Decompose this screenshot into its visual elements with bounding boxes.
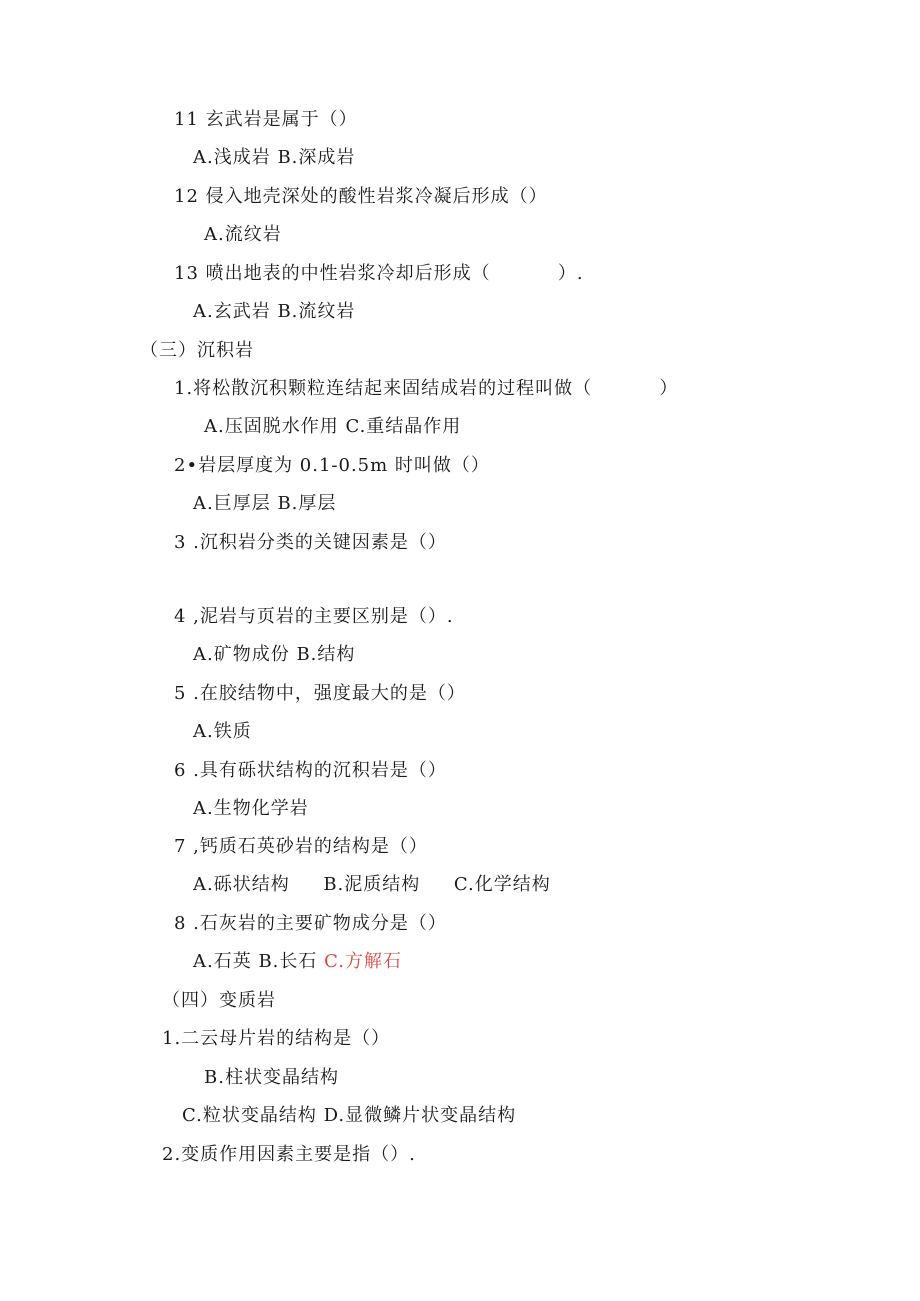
question-12: 12 侵入地壳深处的酸性岩浆冷凝后形成（） [174,186,548,207]
sed-question-6: 6 .具有砾状结构的沉积岩是（） [174,760,447,781]
sed-question-6-options: A.生物化学岩 [193,798,309,819]
sed-question-1-options: A.压固脱水作用 C.重结晶作用 [204,416,462,437]
question-11: 11 玄武岩是属于（） [174,109,358,130]
section-heading-sedimentary: （三）沉积岩 [140,340,254,361]
sed-question-7: 7 ,钙质石英砂岩的结构是（） [174,836,428,857]
sed-question-1: 1.将松散沉积颗粒连结起来固结成岩的过程叫做（ ） [174,378,679,399]
sed-question-5: 5 .在胶结物中，强度最大的是（） [174,683,466,704]
section-heading-metamorphic: （四）变质岩 [162,990,276,1011]
question-13: 13 喷出地表的中性岩浆冷却后形成（ ）. [174,263,584,284]
question-12-options: A.流纹岩 [204,224,282,245]
meta-question-1-option-b: B.柱状变晶结构 [204,1067,339,1088]
sed-question-5-options: A.铁质 [193,721,252,742]
meta-question-2: 2.变质作用因素主要是指（）. [162,1144,416,1165]
meta-question-1: 1.二云母片岩的结构是（） [162,1028,391,1049]
sed-question-8-answer-highlight: C.方解石 [324,951,402,972]
sed-question-3: 3 .沉积岩分类的关键因素是（） [174,532,447,553]
sed-question-2-options: A.巨厚层 B.厚层 [193,493,337,514]
sed-question-8-options [193,950,402,974]
meta-question-1-options-cd: C.粒状变晶结构 D.显微鳞片状变晶结构 [182,1105,517,1126]
question-13-options: A.玄武岩 B.流纹岩 [193,301,356,322]
sed-question-8-options-plain: A.石英 B.长石 [193,951,325,972]
question-11-options: A.浅成岩 B.深成岩 [193,147,356,168]
sed-question-8: 8 .石灰岩的主要矿物成分是（） [174,913,447,934]
sed-question-4-options: A.矿物成份 B.结构 [193,644,356,665]
sed-question-2: 2•岩层厚度为 0.1-0.5m 时叫做（） [174,455,490,476]
sed-question-4: 4 ,泥岩与页岩的主要区别是（）. [174,606,454,627]
sed-question-7-options: A.砾状结构 B.泥质结构 C.化学结构 [193,874,551,895]
